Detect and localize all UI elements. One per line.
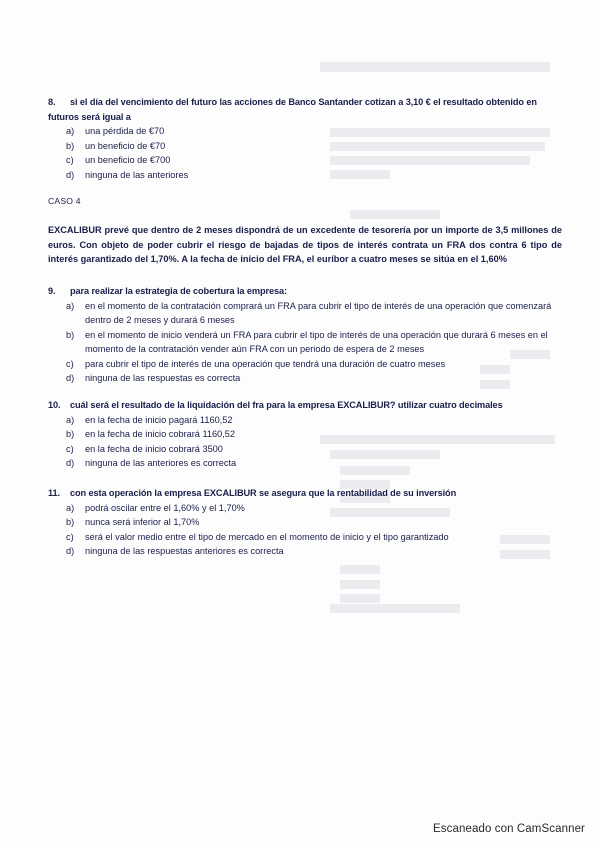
option-text: nunca será inferior al 1,70% xyxy=(85,517,200,527)
option-letter: a) xyxy=(66,414,75,425)
option-d xyxy=(66,168,560,183)
question-10 xyxy=(48,398,560,471)
option-letter: d) xyxy=(66,546,75,556)
question-text: si el día del vencimiento del futuro las acciones de Banco Santander cotizan a 3,10 € el resultado obtenido en futuros será igual a xyxy=(48,97,537,122)
case-intro: EXCALIBUR prevé que dentro de 2 meses dispondrá de un excedente de tesorería por un importe de 3,5 millones de euros. Con objeto de poder cubrir el riesgo de bajadas de tipos de interés contrata un FRA dos contra 6 tipo de interés garantizado del 1,70%. A la fecha de inicio del FRA, el euríbor a cuatro meses se sitúa en el 1,60% xyxy=(48,225,562,265)
option-text: ninguna de las anteriores xyxy=(85,169,189,180)
show-through-mark xyxy=(350,210,440,219)
question-number: 9. xyxy=(48,286,56,296)
option-text: un beneficio de €70 xyxy=(85,140,166,151)
option-letter: d) xyxy=(66,458,75,468)
option-b xyxy=(66,427,560,442)
option-c xyxy=(66,530,560,545)
option-d xyxy=(66,371,560,386)
show-through-mark xyxy=(340,580,380,589)
option-letter: a) xyxy=(66,300,75,311)
option-text: ninguna de las respuestas anteriores es correcta xyxy=(85,546,284,556)
option-a xyxy=(66,501,560,516)
question-9 xyxy=(48,284,560,386)
option-text: un beneficio de €700 xyxy=(85,155,171,165)
option-text: en el momento de inicio venderá un FRA para cubrir el tipo de interés de una operación que durará 6 meses en el momento de la contratación vender aún FRA con un periodo de espera de 2 meses xyxy=(85,329,548,354)
option-text: será el valor medio entre el tipo de mercado en el momento de inicio y el tipo garantizado xyxy=(85,531,449,542)
option-letter: d) xyxy=(66,169,75,180)
show-through-mark xyxy=(320,62,550,72)
option-text: podrá oscilar entre el 1,60% y el 1,70% xyxy=(85,502,245,513)
option-letter: b) xyxy=(66,517,75,527)
option-a xyxy=(66,299,560,328)
scanner-watermark: Escaneado con CamScanner xyxy=(433,823,585,835)
option-text: en el momento de la contratación comprará un FRA para cubrir el tipo de interés de una operación que comenzará dentro de 2 meses y durará 6 meses xyxy=(85,300,552,325)
option-text: una pérdida de €70 xyxy=(85,126,165,136)
option-d xyxy=(66,544,560,559)
option-text: ninguna de las anteriores es correcta xyxy=(85,458,237,468)
option-text: para cubrir el tipo de interés de una operación que tendrá una duración de cuatro meses xyxy=(85,358,446,369)
option-b xyxy=(66,515,560,530)
option-letter: c) xyxy=(66,531,74,542)
show-through-mark xyxy=(330,604,460,613)
question-number: 10. xyxy=(48,400,61,410)
show-through-mark xyxy=(340,594,380,603)
option-text: en la fecha de inicio cobrará 1160,52 xyxy=(85,429,235,439)
option-text: en la fecha de inicio cobrará 3500 xyxy=(85,443,223,454)
option-letter: d) xyxy=(66,373,75,383)
option-c xyxy=(66,357,560,372)
show-through-mark xyxy=(340,565,380,574)
option-letter: c) xyxy=(66,155,74,165)
option-c xyxy=(66,153,560,168)
option-text: en la fecha de inicio pagará 1160,52 xyxy=(85,414,233,425)
question-8 xyxy=(48,95,560,182)
option-text: ninguna de las respuestas es correcta xyxy=(85,373,241,383)
option-c xyxy=(66,442,560,457)
question-number: 8. xyxy=(48,97,56,107)
option-letter: b) xyxy=(66,429,75,439)
option-letter: a) xyxy=(66,502,75,513)
question-number: 11. xyxy=(48,488,60,498)
case-label: CASO 4 xyxy=(48,196,81,206)
question-text: para realizar la estrategia de cobertura la empresa: xyxy=(70,286,287,296)
question-11 xyxy=(48,486,560,559)
option-a xyxy=(66,413,560,428)
question-text: con esta operación la empresa EXCALIBUR se asegura que la rentabilidad de su inversión xyxy=(70,488,457,498)
option-letter: c) xyxy=(66,443,74,454)
question-text: cuál será el resultado de la liquidación del fra para la empresa EXCALIBUR? utilizar cuatro decimales xyxy=(70,400,503,410)
option-letter: b) xyxy=(66,140,75,151)
option-letter: b) xyxy=(66,329,75,340)
option-b xyxy=(66,328,560,357)
option-b xyxy=(66,139,560,154)
option-d xyxy=(66,456,560,471)
option-a xyxy=(66,124,560,139)
option-letter: a) xyxy=(66,126,75,136)
option-letter: c) xyxy=(66,358,74,369)
